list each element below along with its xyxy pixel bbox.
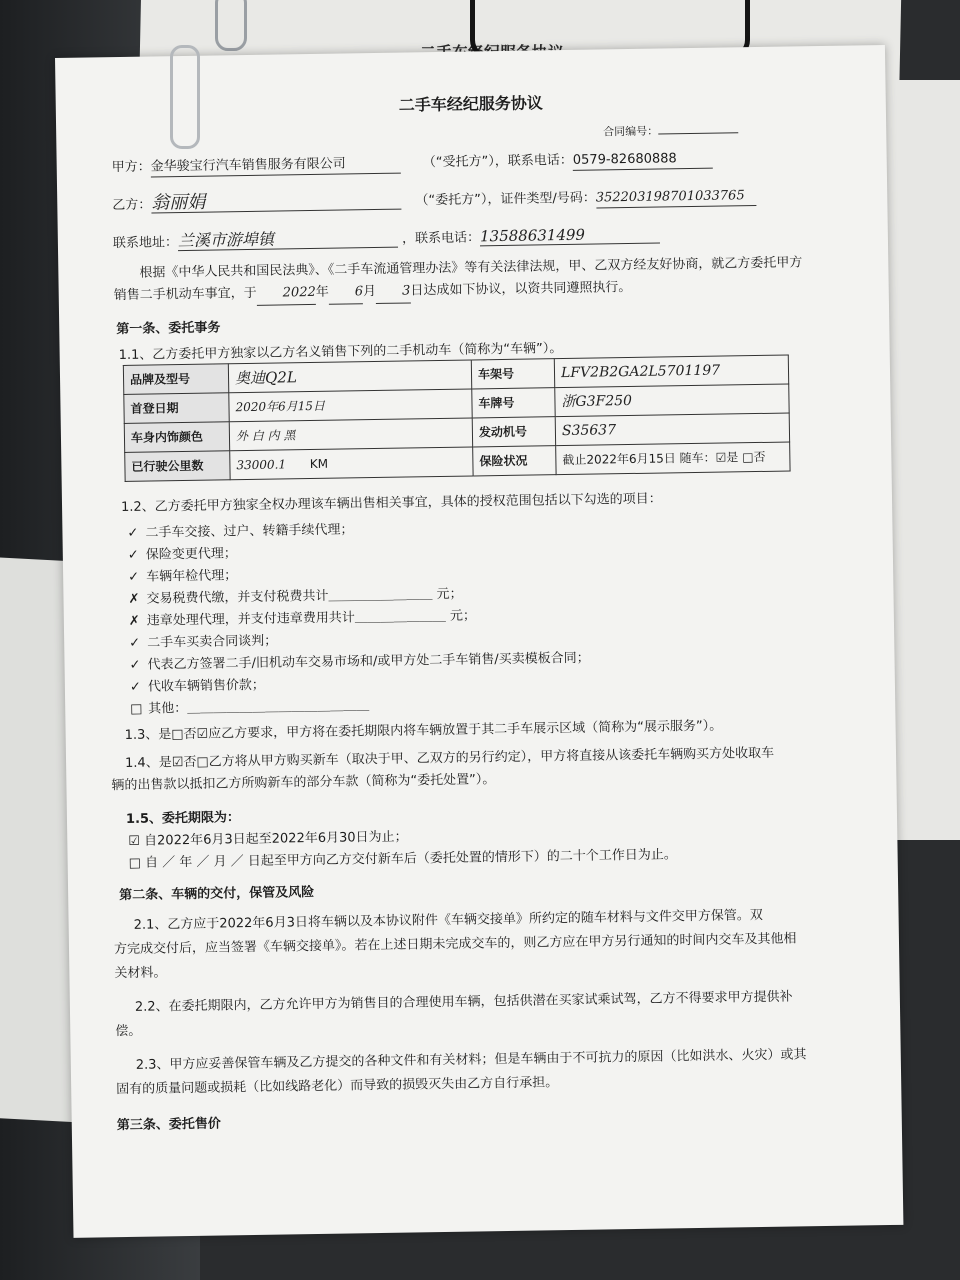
term-option-2: □ 自 ／ 年 ／ 月 ／ 日起至甲方向乙方交付新车后（委托处置的情形下）的二十个工作日为止。 [128, 847, 677, 871]
cross-icon: ✗ [128, 591, 140, 607]
section-2-2: 2.2、在委托期限内，乙方允许甲方为销售目的合理使用车辆，包括供潜在买家试乘试驾，乙方不得要求甲方提供补 [134, 989, 793, 1015]
section-1-2: 1.2、乙方委托甲方独家全权办理该车辆出售相关事宜，具体的授权范围包括以下勾选的项目： [120, 491, 662, 516]
checkmark-icon: ✓ [129, 657, 141, 673]
section-1-1: 1.1、乙方委托甲方独家以乙方名义销售下列的二手机动车（简称为“车辆”）。 [118, 341, 563, 364]
table-label: 车牌号 [472, 388, 555, 418]
paperclip-icon [215, 0, 247, 51]
table-value: 外 白 内 黑 [229, 418, 472, 451]
list-item: ✗ 交易税费代缴，并支付税费共计＿＿＿＿＿＿＿＿ 元； [128, 586, 463, 607]
list-item: ✓ 保险变更代理； [127, 546, 237, 563]
table-label: 车身内饰颜色 [124, 422, 229, 453]
party-a-line: 甲方：金华骏宝行汽车销售服务有限公司 （“受托方”），联系电话：0579-82680888 [112, 150, 713, 178]
list-item: ✓ 二手车交接、过户、转籍手续代理； [127, 522, 354, 541]
vehicle-table [123, 355, 791, 482]
checkmark-icon: ✓ [127, 525, 139, 541]
table-value: 截止2022年6月15日 随车：☑是 □否 [556, 442, 790, 475]
section-2-1-cont2: 关材料。 [114, 965, 167, 982]
table-label: 保险状况 [473, 446, 556, 476]
table-value: 奥迪Q2L [228, 360, 471, 393]
cross-icon: ✗ [128, 613, 140, 629]
checkmark-icon: ✓ [129, 679, 141, 695]
list-item: ✓ 二手车买卖合同谈判； [129, 633, 278, 651]
address-line: 联系地址：兰溪市游埠镇 ，联系电话：13588631499 [113, 225, 660, 254]
table-value: 33000.1 KM [230, 447, 473, 480]
checkmark-icon: ✓ [128, 569, 140, 585]
section-2-3: 2.3、甲方应妥善保管车辆及乙方提交的各种文件和有关材料；但是车辆由于不可抗力的原因（比如洪水、火灾）或其 [135, 1047, 807, 1073]
table-label: 发动机号 [472, 417, 555, 447]
section-1-5: 1.5、委托期限为： [125, 810, 241, 827]
table-value: LFV2B2GA2L5701197 [554, 355, 788, 388]
section-2-1-cont: 方完成交付后，应当签署《车辆交接单》。若在上述日期未完成交车的，则乙方应在甲方另行通知的时间内交车及其他相 [113, 931, 797, 958]
list-item: ✓ 车辆年检代理； [128, 568, 238, 585]
section-1-4: 1.4、是☑否□乙方将从甲方购买新车（取决于甲、乙双方的另行约定），甲方将直接从该委托车辆购买方处收取车 [124, 745, 775, 771]
table-value: 浙G3F250 [555, 384, 789, 417]
list-item: □ 其他：＿＿＿＿＿＿＿＿＿＿＿＿＿＿ [130, 698, 370, 717]
article-2-heading: 第二条、车辆的交付，保管及风险 [119, 885, 315, 904]
table-label: 品牌及型号 [123, 364, 228, 395]
section-1-3: 1.3、是□否☑应乙方要求，甲方将在委托期限内将车辆放置于其二手车展示区域（简称为“展示服务”）。 [124, 718, 723, 743]
intro-paragraph: 根据《中华人民共和国民法典》、《二手车流通管理办法》等有关法律法规，甲、乙双方经友好协商，就乙方委托甲方销售二手机动车事宜，于 2022年 6月 3日达成如下协议，以资共同遵照执行。 [113, 252, 814, 308]
section-2-1: 2.1、乙方应于2022年6月3日将车辆以及本协议附件《车辆交接单》所约定的随车材料与文件交甲方保管。双 [133, 907, 763, 933]
table-value: S35637 [555, 413, 789, 446]
list-item: ✓ 代收车辆销售价款； [129, 677, 266, 695]
page-title: 二手车经纪服务协议 [398, 93, 543, 115]
term-option-1: ☑ 自2022年6月3日起至2022年6月30日为止； [128, 829, 408, 849]
paperclip-icon [170, 45, 200, 149]
contract-page [55, 45, 903, 1238]
table-value: 2020年6月15日 [229, 389, 472, 422]
table-label: 首登日期 [124, 393, 229, 424]
table-label: 车架号 [471, 359, 554, 389]
contract-content [110, 56, 830, 1134]
contract-number: 合同编号： [603, 121, 738, 141]
list-item: ✓ 代表乙方签署二手/旧机动车交易市场和/或甲方处二手车销售/买卖模板合同； [129, 650, 590, 673]
empty-box-icon: □ [130, 701, 143, 717]
section-1-4-cont: 辆的出售款以抵扣乙方所购新车的部分车款（简称为“委托处置”）。 [111, 772, 496, 794]
party-b-line: 乙方：翁丽娟 （“委托方”），证件类型/号码：352203198701033765 [112, 185, 756, 216]
section-2-2-cont: 偿。 [115, 1023, 142, 1040]
article-3-heading: 第三条、委托售价 [116, 1116, 221, 1134]
checkmark-icon: ✓ [127, 547, 139, 563]
section-2-3-cont: 固有的质量问题或损耗（比如线路老化）而导致的损毁灭失由乙方自行承担。 [116, 1075, 559, 1098]
table-label: 已行驶公里数 [125, 451, 230, 482]
article-1-heading: 第一条、委托事务 [116, 320, 221, 338]
checkmark-icon: ✓ [129, 635, 141, 651]
list-item: ✗ 违章处理代理，并支付违章费用共计＿＿＿＿＿＿＿ 元； [128, 608, 477, 629]
